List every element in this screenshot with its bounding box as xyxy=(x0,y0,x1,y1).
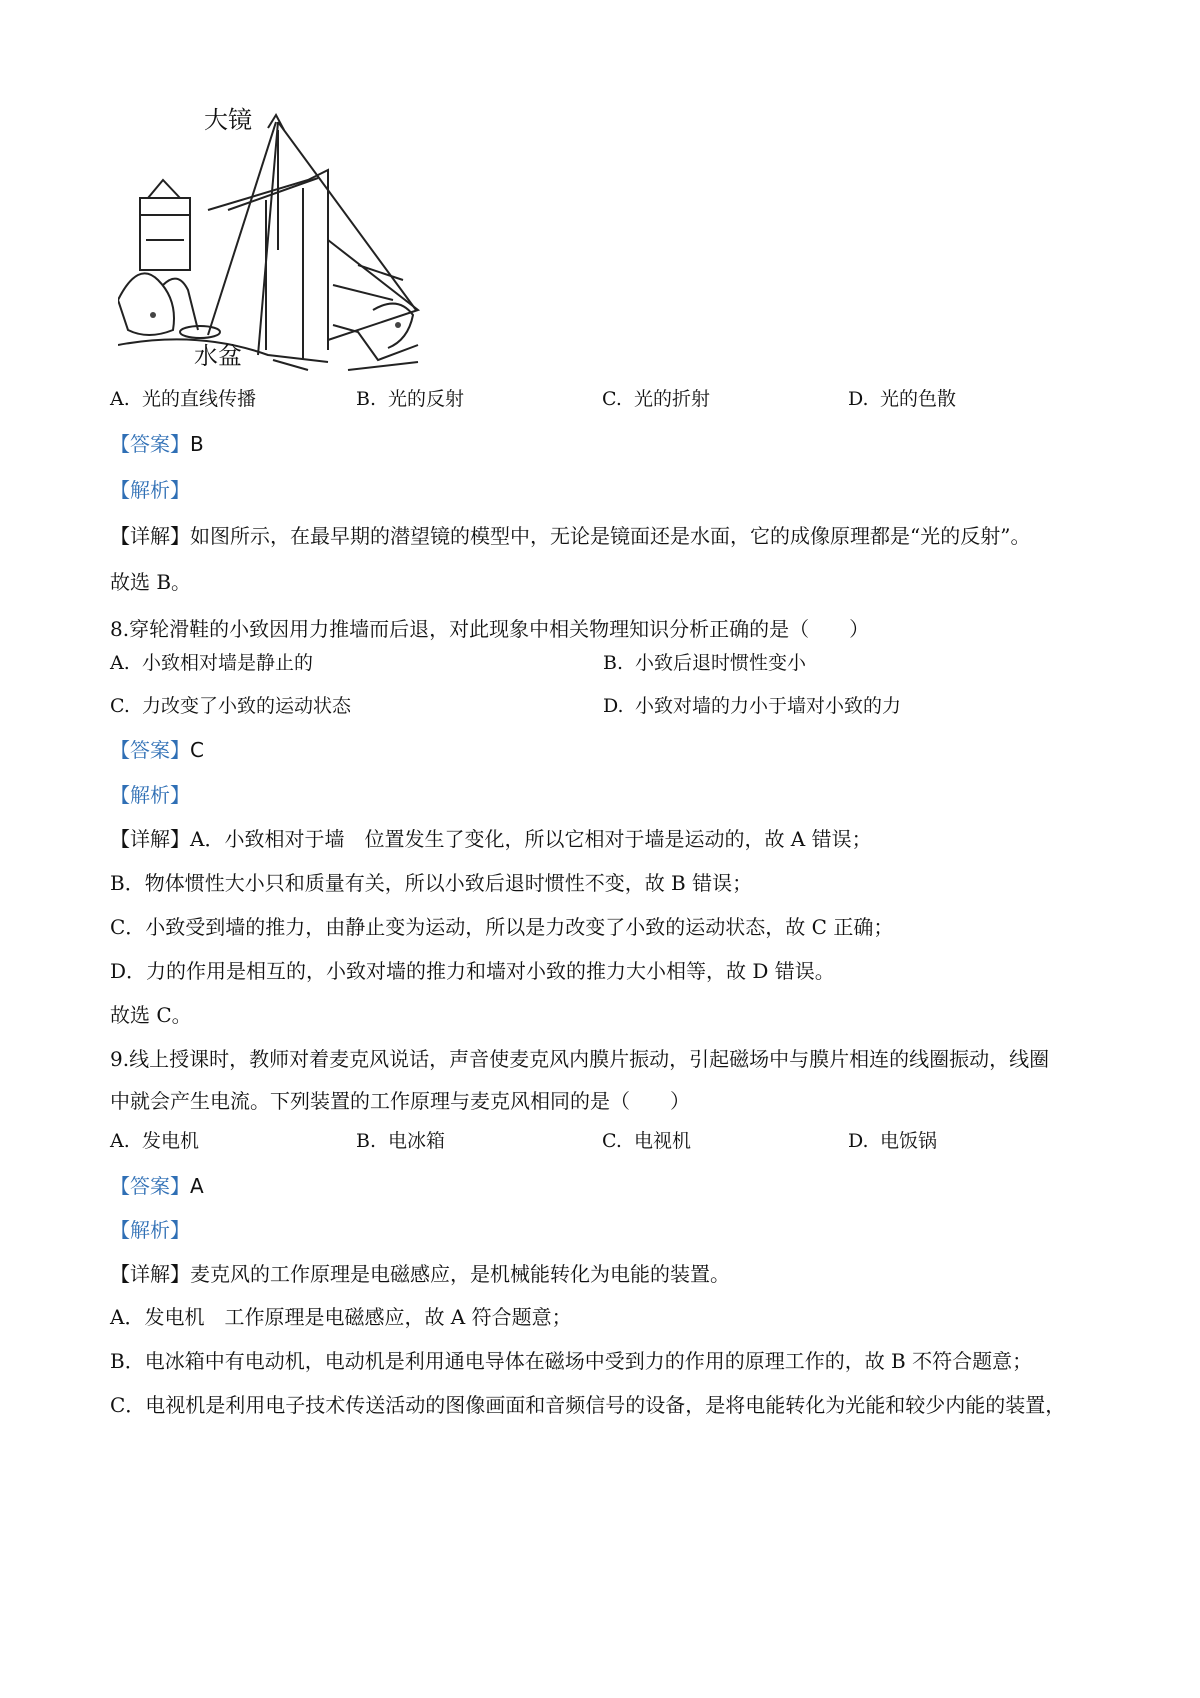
q9-analysis-tag: 【解析】 xyxy=(110,1218,190,1242)
q8-detail-3: C．小致受到墙的推力，由静止变为运动，所以是力改变了小致的运动状态，故 C 正确； xyxy=(110,915,894,939)
q9-detail-1: 【详解】麦克风的工作原理是电磁感应，是机械能转化为电能的装置。 xyxy=(110,1262,730,1286)
q7-option-b: B. 光的反射 xyxy=(356,388,465,410)
q8-option-c: C. 力改变了小致的运动状态 xyxy=(110,695,352,717)
q9-detail-4: C．电视机是利用电子技术传送活动的图像画面和音频信号的设备，是将电能转化为光能和较少内能的装置， xyxy=(110,1393,1066,1417)
q8-conclusion: 故选 C。 xyxy=(110,1003,192,1027)
q8-detail-4: D．力的作用是相互的，小致对墙的推力和墙对小致的推力大小相等，故 D 错误。 xyxy=(110,959,835,983)
q9-option-d: D. 电饭锅 xyxy=(848,1130,938,1152)
q8-options-row1 xyxy=(110,648,1110,678)
q9-stem-line1: 9.线上授课时，教师对着麦克风说话，声音使麦克风内膜片振动，引起磁场中与膜片相连的线圈振动，线圈 xyxy=(110,1047,1050,1071)
q9-detail-3: B．电冰箱中有电动机，电动机是利用通电导体在磁场中受到力的作用的原理工作的，故 B 不符合题意； xyxy=(110,1349,1033,1373)
q9-answer: 【答案】A xyxy=(110,1174,204,1198)
q9-option-a: A. 发电机 xyxy=(110,1130,200,1152)
q7-option-d: D. 光的色散 xyxy=(848,388,957,410)
q7-detail: 【详解】如图所示，在最早期的潜望镜的模型中，无论是镜面还是水面，它的成像原理都是“光的反射”。 xyxy=(110,524,1031,548)
q8-options-row2 xyxy=(110,691,1110,721)
q9-option-b: B. 电冰箱 xyxy=(356,1130,446,1152)
q8-detail-1: 【详解】A．小致相对于墙 位置发生了变化，所以它相对于墙是运动的，故 A 错误； xyxy=(110,827,872,851)
periscope-figure xyxy=(118,100,463,400)
q7-option-c: C. 光的折射 xyxy=(602,388,711,410)
q8-option-b: B. 小致后退时惯性变小 xyxy=(603,652,807,674)
q7-answer: 【答案】B xyxy=(110,432,204,456)
q9-detail-2: A．发电机 工作原理是电磁感应，故 A 符合题意； xyxy=(110,1305,572,1329)
q9-options xyxy=(110,1126,1110,1156)
q8-option-a: A. 小致相对墙是静止的 xyxy=(110,652,314,674)
q9-stem-line2: 中就会产生电流。下列装置的工作原理与麦克风相同的是（ ） xyxy=(110,1089,690,1113)
q7-conclusion: 故选 B。 xyxy=(110,570,192,594)
q8-detail-2: B．物体惯性大小只和质量有关，所以小致后退时惯性不变，故 B 错误； xyxy=(110,871,753,895)
q9-option-c: C. 电视机 xyxy=(602,1130,692,1152)
q7-options xyxy=(110,384,1110,414)
q8-answer: 【答案】C xyxy=(110,738,204,762)
q8-option-d: D. 小致对墙的力小于墙对小致的力 xyxy=(603,695,902,717)
q7-analysis-tag: 【解析】 xyxy=(110,478,190,502)
figure-label-basin: 水盆 xyxy=(194,342,242,370)
q8-analysis-tag: 【解析】 xyxy=(110,783,190,807)
figure-label-mirror: 大镜 xyxy=(204,106,252,134)
q7-option-a: A. 光的直线传播 xyxy=(110,388,257,410)
q8-stem: 8.穿轮滑鞋的小致因用力推墙而后退，对此现象中相关物理知识分析正确的是（ ） xyxy=(110,617,870,641)
